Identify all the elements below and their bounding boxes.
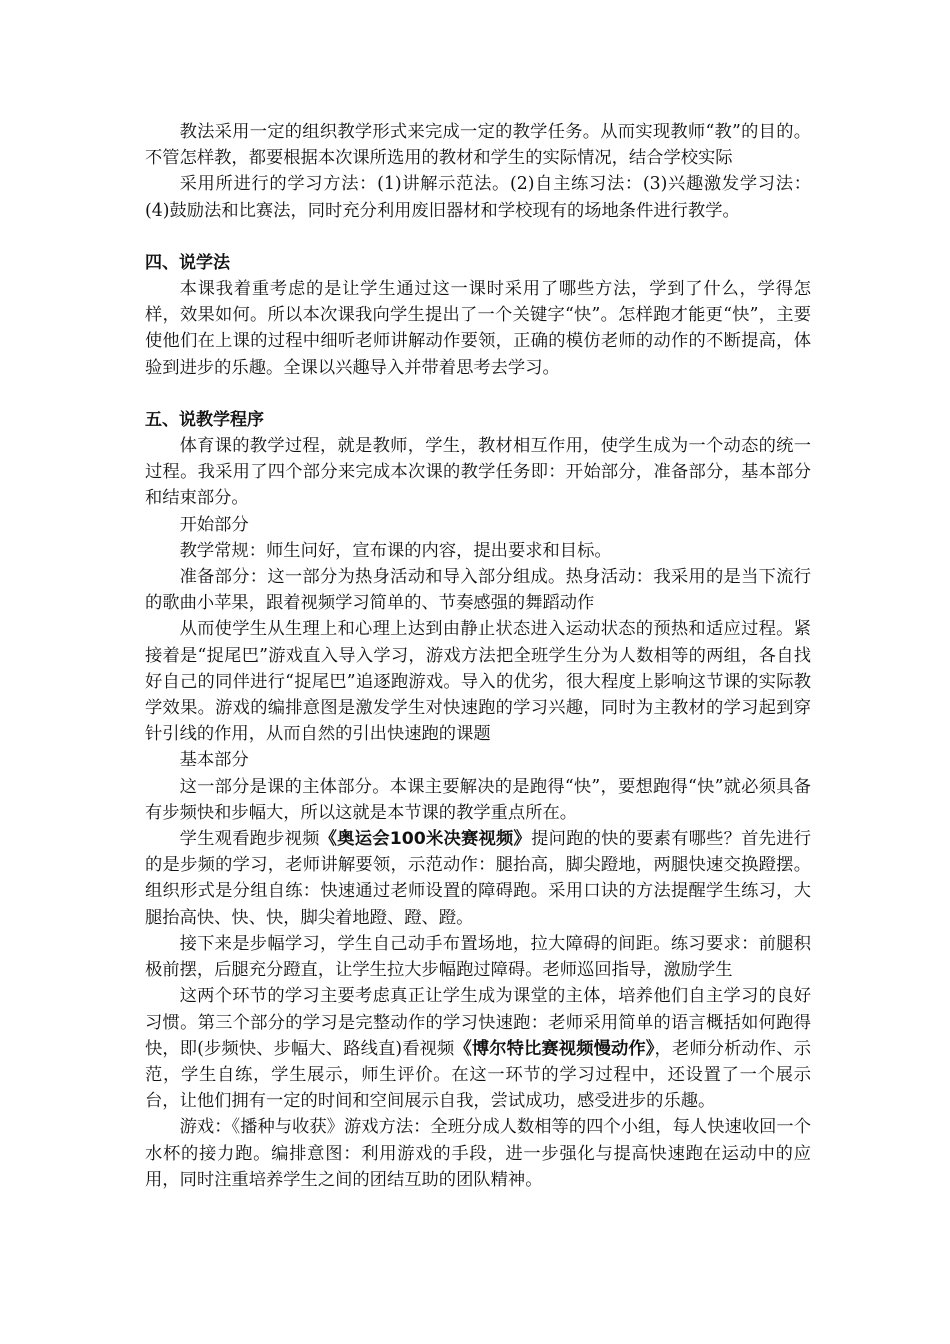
paragraph-stride-frequency	[145, 826, 811, 931]
paragraph-basic: 这一部分是课的主体部分。本课主要解决的是跑得“快”，要想跑得“快”就必须具备有步频快和步幅大，所以这就是本节课的教学重点所在。	[145, 776, 811, 823]
spacer	[145, 224, 811, 250]
text-span: 这两个环节的学习主要考虑真正让学生成为课堂的主体，培养他们自主学习的良好习惯。第三个部分的学习是完整动作的学习快速跑：老师采用简单的语言概括如何跑得快，即(步频快、步幅大、路线直)看视频	[145, 986, 811, 1059]
text-span: 提问跑的快的要素有哪些？首先进行的是步频的学习，老师讲解要领，示范动作：腿抬高，脚尖蹬地，两腿快速交换蹬摆。组织形式是分组自练：快速通过老师设置的障碍跑。采用口诀的方法提醒学生练习，大腿抬高快、快、快，脚尖着地蹬、蹬、蹬。	[145, 829, 811, 928]
spacer	[145, 381, 811, 407]
section-heading-procedure: 五、说教学程序	[145, 409, 264, 430]
video-title-bolt: 《博尔特比赛视频慢动作》	[454, 1038, 655, 1059]
section-heading-learning: 四、说学法	[145, 252, 230, 273]
subheading-start: 开始部分	[179, 514, 249, 535]
document-body	[145, 119, 811, 1193]
paragraph-teaching-method: 教法采用一定的组织教学形式来完成一定的教学任务。从而实现教师“教”的目的。不管怎样教，都要根据本次课所选用的教材和学生的实际情况，结合学校实际	[145, 122, 811, 169]
paragraph-routine: 教学常规：师生问好，宣布课的内容，提出要求和目标。	[179, 540, 612, 561]
text-span: ，老师分析动作、示范，学生自练，学生展示，师生评价。在这一环节的学习过程中，还设置了一个展示台，让他们拥有一定的时间和空间展示自我，尝试成功，感受进步的乐趣。	[145, 1038, 811, 1112]
paragraph-preparation: 准备部分：这一部分为热身活动和导入部分组成。热身活动：我采用的是当下流行的歌曲小苹果，跟着视频学习简单的、节奏感强的舞蹈动作	[145, 567, 811, 614]
paragraph-learning-methods: 采用所进行的学习方法：(1)讲解示范法。(2)自主练习法：(3)兴趣激发学习法：(4)鼓励法和比赛法，同时充分利用废旧器材和学校现有的场地条件进行教学。	[145, 174, 811, 221]
paragraph-warmup: 从而使学生从生理上和心理上达到由静止状态进入运动状态的预热和适应过程。紧接着是“捉尾巴”游戏直入导入学习，游戏方法把全班学生分为人数相等的两组，各自找好自己的同伴进行“捉尾巴”追逐跑游戏。导入的优劣，很大程度上影响这节课的实际教学效果。游戏的编排意图是激发学生对快速跑的学习兴趣，同时为主教材的学习起到穿针引线的作用，从而自然的引出快速跑的课题	[145, 619, 811, 745]
video-title-olympics: 《奥运会100米决赛视频》	[319, 829, 532, 850]
paragraph-learning: 本课我着重考虑的是让学生通过这一课时采用了哪些方法，学到了什么，学得怎样，效果如何。所以本次课我向学生提出了一个关键字“快”。怎样跑才能更“快”，主要使他们在上课的过程中细听老师讲解动作要领，正确的模仿老师的动作的不断提高，体验到进步的乐趣。全课以兴趣导入并带着思考去学习。	[145, 279, 811, 378]
paragraph-procedure-intro: 体育课的教学过程，就是教师，学生，教材相互作用，使学生成为一个动态的统一过程。我采用了四个部分来完成本次课的教学任务即：开始部分，准备部分，基本部分和结束部分。	[145, 436, 811, 509]
paragraph-full-motion	[145, 983, 811, 1114]
paragraph-stride-length: 接下来是步幅学习，学生自己动手布置场地，拉大障碍的间距。练习要求：前腿积极前摆，后腿充分蹬直，让学生拉大步幅跑过障碍。老师巡回指导，激励学生	[145, 933, 811, 981]
paragraph-game: 游戏：《播种与收获》游戏方法：全班分成人数相等的四个小组，每人快速收回一个水杯的接力跑。编排意图：利用游戏的手段，进一步强化与提高快速跑在运动中的应用，同时注重培养学生之间的团结互助的团队精神。	[145, 1117, 811, 1190]
text-span: 学生观看跑步视频	[179, 829, 320, 850]
subheading-basic: 基本部分	[179, 750, 249, 771]
